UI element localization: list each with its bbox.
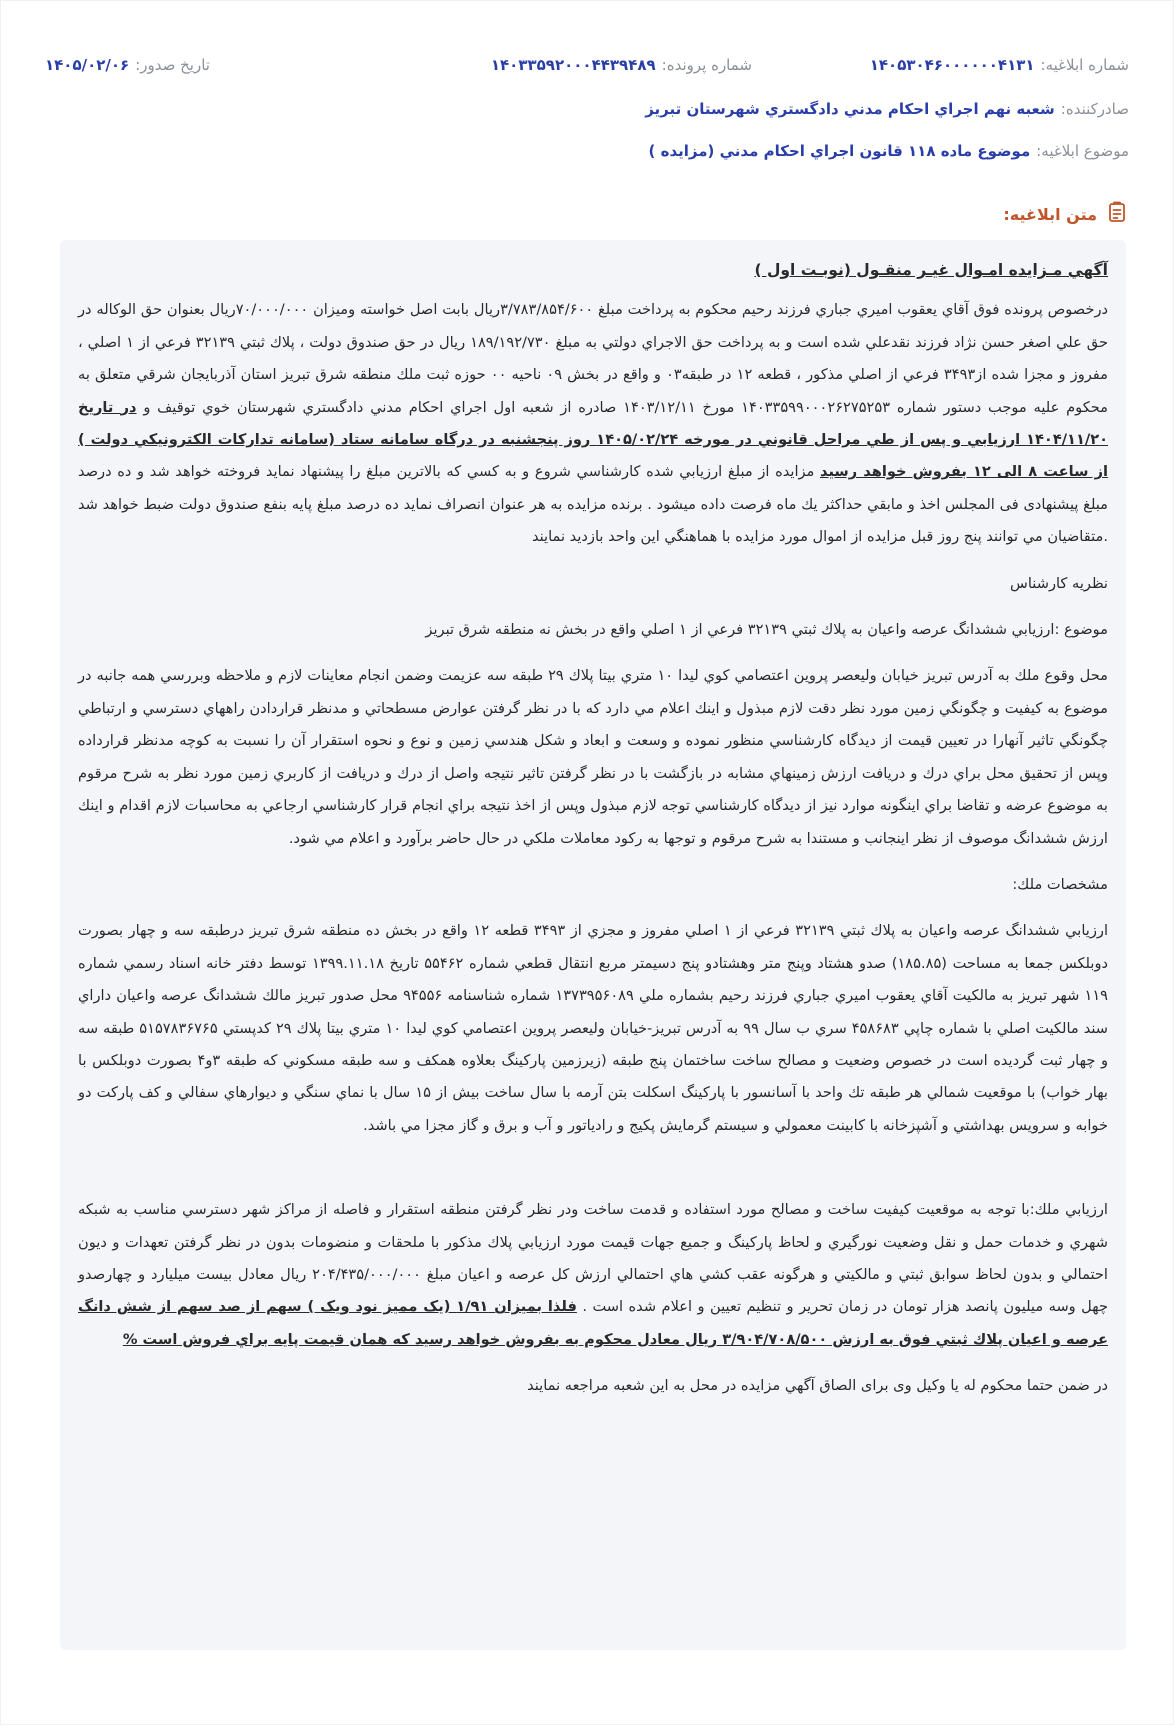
notice-number: [799, 56, 1129, 74]
case-number: [392, 56, 752, 74]
auction-date-highlight: در تاريخ ۱۴۰۴/۱۱/۲۰ ارزيابي و پس از طي مراحل قانوني در مورخه ۱۴۰۵/۰۲/۲۴ روز پنجشنبه در درگاه سامانه ستاد (سامانه تداركات الكترونيكي دولت ) از ساعت ۸ الی ۱۲ بفروش خواهد رسيد: [78, 398, 1109, 481]
paragraph-expert-heading: نظريه كارشناس: [1010, 574, 1108, 592]
issuer-row: [45, 100, 1129, 118]
notice-title: آگهي مـزايده امـوال غيـر منقـول (نوبـت اول ): [754, 261, 1108, 279]
content-heading: [1003, 200, 1129, 228]
case-number-value: ۱۴۰۳۳۵۹۲۰۰۰۴۴۳۹۴۸۹: [490, 56, 656, 74]
notice-body: [60, 240, 1126, 1650]
auction-terms-text: مزايده از مبلغ ارزيابي شده كارشناسي شروع و به كسي كه بالاترين مبلغ را پيشنهاد نمايد فروخته خواهد شد و ده درصد مبلغ پيشنهادی فی المجلس اخذ و مابقي حداكثر يك ماه فرصت داده ميشود . برنده مزايده به هر عنوان انصراف نمايد ده درصد مبلغ پايه بنفع صندوق دولت ضبط خواهد شد .متقاضيان مي توانند پنج روز قبل مزايده از اموال مورد مزايده با هماهنگي اين واحد بازديد نمايند: [78, 463, 1108, 546]
notice-number-value: ۱۴۰۵۳۰۴۶۰۰۰۰۰۰۴۱۳۱: [869, 56, 1035, 74]
paragraph-specs-heading: مشخصات ملك:: [1012, 875, 1108, 893]
paragraph-closing: در ضمن حتما محکوم له يا وکيل وی برای الصاق آگهي مزايده در محل به اين شعبه مراجعه نمايند: [527, 1377, 1108, 1395]
meta-row-top: [45, 56, 1129, 74]
subject-label: موضوع ابلاغیه:: [1036, 142, 1129, 160]
subject-value: موضوع ماده ۱۱۸ قانون اجراي احكام مدني (مزايده ): [648, 142, 1031, 160]
paragraph-specs: ارزيابي ششدانگ عرصه واعيان به پلاك ثبتي ۳۲۱۳۹ فرعي از ۱ اصلي مفروز و مجزي از ۳۴۹۳ قطعه ۱۲ واقع در بخش ده منطقه شرق تبريز درطبقه سه و چهار بصورت دوبلكس جمعا به مساحت (۱۸۵.۸۵) صدو هشتاد وپنج متر وهشتادو پنج دسيمتر مربع انتقال قطعي شماره ۵۵۴۶۲ تاريخ ۱۳۹۹.۱۱.۱۸ توسط دفتر خانه اسناد رسمي شماره ۱۱۹ شهر تبريز به مالكيت آقاي يعقوب اميري جباري فرزند رحيم بشماره ملي ۱۳۷۳۹۵۶۰۸۹ شماره شناسنامه ۹۴۵۵۶ محل صدور تبريز مالك ششدانگ عرصه واعيان داراي سند مالكيت اصلي با شماره چاپي ۴۵۸۶۸۳ سري ب سال ۹۹ به آدرس تبريز-خيابان وليعصر پروين اعتصامي كوي ليدا ۱۰ متري بيتا پلاك ۲۹ كدپستي ۵۱۵۷۸۳۶۷۶۵ طبقه سه و چهار ثبت گرديده است در خصوص وضعيت و مصالح ساخت ساختمان پنج طبقه (زيرزمين پاركينگ بعلاوه همكف و سه طبقه مسكوني كه طبقه ۳و۴ بصورت دوبلكس با بهار خواب) با موقعيت شمالي هر طبقه تك واحد با آسانسور با پاركينگ اسكلت بتن آرمه با سال ساخت بيش از ۱۵ سال با نماي سنگي و ديوارهاي سفالي و كف پاركت دو خوابه و سرويس بهداشتي و آشپزخانه با كابينت معمولي و سيستم گرمايش پكيج و رادياتور و آب و برق و گاز مجزا مي باشد.: [78, 922, 1109, 1134]
issuer-label: صادرکننده:: [1060, 100, 1129, 118]
paragraph-subject: موضوع :ارزيابي ششدانگ عرصه واعيان به پلاك ثبتي ۳۲۱۳۹ فرعي از ۱ اصلي واقع در بخش نه منطقه شرق تبريز: [425, 621, 1108, 639]
case-number-label: شماره پرونده:: [661, 56, 752, 74]
issue-date-value: ۱۴۰۵/۰۲/۰۶: [45, 56, 130, 74]
spacer: [78, 1156, 1108, 1194]
content-heading-label: متن ابلاغیه:: [1003, 204, 1097, 224]
valuation-text: ارزيابي ملك:با توجه به موقعيت كيفيت ساخت و مصالح مورد استفاده و قدمت ساخت ودر نظر گرفتن منطقه استقرار و فاصله از مراكز شهر دسترسي مناسب به شبكه شهري و خدمات حمل و نقل وضعيت نورگيري و لحاظ پاركينگ و جميع جهات قيمت مورد ارزيابي پلاك مذكور با ملحقات و منضومات بدون در نظر گرفتن تعهدات و ديون احتمالي و بدون لحاظ سوابق ثبتي و مالكيتي و هرگونه عقب كشي هاي احتمالي ارزش كل عرصه و اعيان مبلغ ۲۰۴/۴۳۵/۰۰۰/۰۰۰ ريال معادل بيست ميليارد و چهارصدو چهل وسه ميليون پانصد هزار تومان در زمان تحرير و تنظيم تعيين و اعلام شده است .: [78, 1201, 1108, 1316]
share-sale-highlight: فلذا بميزان ۱/۹۱ (يک مميز نود ويک ) سهم از صد سهم از شش دانگ عرصه و اعيان پلاك ثبتي فوق به ارزش ۳/۹۰۴/۷۰۸/۵۰۰ ريال معادل محکوم به بفروش خواهد رسيد كه همان قيمت پايه براي فروش است %: [78, 1298, 1108, 1348]
paragraph-auction-intro: [78, 294, 1108, 553]
issue-date-label: تاریخ صدور:: [135, 56, 210, 74]
paragraph-location: محل وقوع ملك به آدرس تبريز خيابان وليعصر پروين اعتصامي كوي ليدا ۱۰ متري بيتا پلاك ۲۹ طبقه سه عزيمت وضمن انجام معاينات لازم و ملاحظه وبررسي همه جانبه در موضوع به كيفيت و چگونگي زمين مورد نظر دقت لازم مبذول و اينك اعلام مي دارد كه با در نظر گرفتن عوارض مسطحاتي و مدنظر قراردادن راههاي دسترسي و ارتباطي چگونگي تاثير آنهارا در تعيين قيمت از ديدگاه كارشناسي منظور نموده و وسعت و ابعاد و شكل هندسي زمين و نوع و نحوه استقرار آن را نسبت به كوچه مدنظر قرارداده وپس از تحقيق محل براي درك و دريافت ارزش زمينهاي مشابه در بازگشت با در نظر گرفتن تاثير نتيجه واصل از درك و دريافت از كاربري زمين مورد نظر به شرح مرقوم به موضوع عرضه و تقاضا براي اينگونه موارد نيز از ديدگاه كارشناسي توجه لازم مبذول وپس از اخذ نتيجه براي انجام قرار كارشناسي ارجاعي به محاسبات لازم اقدام و اينك ارزش ششدانگ موصوف از نظر اينجانب و مستندا به شرح مرقوم و توجها به ركود معاملات ملكي در حال حاضر برآورد و اعلام مي شود.: [78, 667, 1108, 847]
document-icon: [1105, 200, 1129, 228]
subject-row: [45, 142, 1129, 160]
issue-date: [45, 56, 345, 74]
auction-intro-text: درخصوص پرونده فوق آقاي يعقوب اميري جباري فرزند رحيم محكوم به پرداخت مبلغ ۳/۷۸۳/۸۵۴/۶۰۰ريال بابت اصل خواسته وميزان ۷۰/۰۰۰/۰۰۰ريال بعنوان حق الوكاله در حق علي اصغر حسن نژاد فرزند نقدعلي شده است و به پرداخت حق الاجراي دولتي به مبلغ ۱۸۹/۱۹۲/۷۳۰ ريال در حق صندوق دولت ، پلاك ثبتي ۳۲۱۳۹ فرعي از ۱ اصلي ، مفروز و مجزا شده از۳۴۹۳ فرعي از اصلي مذكور ، قطعه ۱۲ در طبقه۰۳ و واقع در بخش ۰۹ ناحيه ۰۰ حوزه ثبت ملك منطقه شرق تبريز استان آذربايجان شرقي متعلق به محكوم عليه موجب دستور شماره ۱۴۰۳۳۵۹۹۰۰۰۲۶۲۷۵۲۵۳ مورخ ۱۴۰۳/۱۲/۱۱ صادره از شعبه اول اجراي احكام مدني دادگستري شهرستان خوي توقيف و: [78, 301, 1108, 416]
issuer-value: شعبه نهم اجراي احكام مدني دادگستري شهرستان تبريز: [645, 100, 1055, 118]
paragraph-valuation: [78, 1194, 1108, 1356]
notice-number-label: شماره ابلاغیه:: [1040, 56, 1129, 74]
